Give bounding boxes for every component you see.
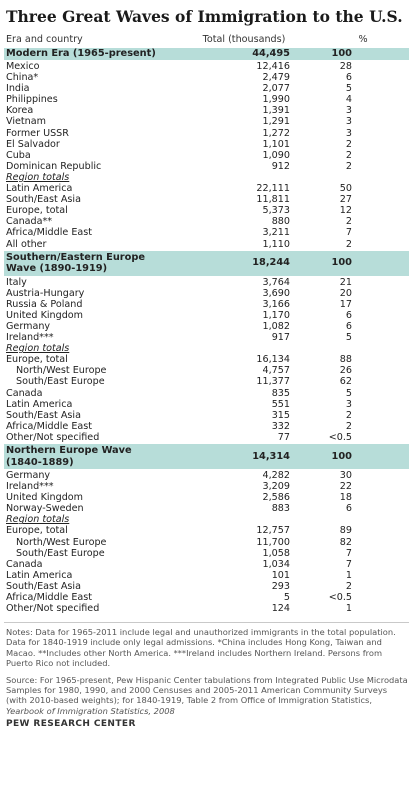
row-pct: 18 bbox=[339, 492, 352, 504]
row-value: 12,757 bbox=[256, 525, 290, 537]
row-label: Europe, total bbox=[6, 205, 68, 217]
era-total: 14,314 bbox=[252, 450, 290, 462]
row-label: Africa/Middle East bbox=[6, 227, 93, 239]
row-label: Africa/Middle East bbox=[6, 420, 93, 432]
table-header bbox=[4, 33, 409, 47]
table-row bbox=[4, 239, 409, 250]
table-row bbox=[4, 503, 409, 514]
header-pct: % bbox=[358, 34, 368, 45]
row-pct: 1 bbox=[345, 603, 352, 615]
table-row bbox=[4, 61, 409, 72]
table-row bbox=[4, 570, 409, 581]
row-pct: 2 bbox=[345, 580, 352, 592]
table-row bbox=[4, 537, 409, 548]
row-label: Ireland*** bbox=[6, 332, 54, 344]
table-row bbox=[4, 277, 409, 288]
table-row bbox=[4, 94, 409, 105]
row-label: Europe, total bbox=[6, 354, 68, 366]
table-row bbox=[4, 365, 409, 376]
source bbox=[4, 675, 409, 716]
header-total: Total (thousands) bbox=[202, 34, 286, 45]
row-pct: 3 bbox=[345, 398, 352, 410]
row-label: Vietnam bbox=[6, 116, 46, 128]
row-pct: 5 bbox=[345, 332, 352, 344]
era-total: 18,244 bbox=[252, 257, 290, 269]
row-pct: 7 bbox=[345, 558, 352, 570]
row-pct: 82 bbox=[339, 536, 352, 548]
row-value: 11,811 bbox=[256, 194, 290, 206]
row-label: Canada bbox=[6, 387, 43, 399]
row-label: Region totals bbox=[6, 514, 70, 526]
era-name: Southern/Eastern Europe Wave (1890-1919) bbox=[6, 251, 146, 275]
row-label: South/East Asia bbox=[6, 580, 81, 592]
row-value: 1,291 bbox=[262, 116, 290, 128]
row-value: 3,764 bbox=[262, 276, 290, 288]
era-name: Modern Era (1965-present) bbox=[6, 48, 156, 59]
era-header bbox=[4, 444, 409, 469]
table-row bbox=[4, 332, 409, 343]
row-label: South/East Europe bbox=[16, 376, 105, 388]
table-row bbox=[4, 492, 409, 503]
row-label: South/East Asia bbox=[6, 194, 81, 206]
row-value bbox=[206, 172, 290, 183]
row-pct: <0.5 bbox=[328, 592, 352, 604]
table-row bbox=[4, 354, 409, 365]
era-total: 44,495 bbox=[252, 48, 290, 59]
region-totals-heading bbox=[4, 172, 409, 183]
row-value: 3,209 bbox=[262, 481, 290, 493]
table-row bbox=[4, 421, 409, 432]
table-row bbox=[4, 432, 409, 443]
table-row bbox=[4, 388, 409, 399]
row-label: Region totals bbox=[6, 343, 70, 355]
table-row bbox=[4, 603, 409, 614]
row-value: 1,391 bbox=[262, 105, 290, 117]
table-row bbox=[4, 139, 409, 150]
row-pct: <0.5 bbox=[328, 431, 352, 443]
era-name: Northern Europe Wave (1840-1889) bbox=[6, 445, 132, 468]
row-pct: 6 bbox=[345, 72, 352, 84]
row-pct: 50 bbox=[339, 183, 352, 195]
row-value: 883 bbox=[271, 503, 290, 515]
row-value: 332 bbox=[271, 420, 290, 432]
table-row bbox=[4, 481, 409, 492]
row-value: 917 bbox=[271, 332, 290, 344]
row-label: El Salvador bbox=[6, 138, 60, 150]
immigration-table bbox=[4, 48, 409, 614]
table-row bbox=[4, 216, 409, 227]
row-label: Ireland*** bbox=[6, 481, 54, 493]
row-pct: 2 bbox=[345, 409, 352, 421]
page-title: Three Great Waves of Immigration to the U.S. bbox=[6, 7, 403, 26]
row-value: 4,757 bbox=[262, 365, 290, 377]
header-era: Era and country bbox=[6, 34, 83, 45]
row-pct: 26 bbox=[339, 365, 352, 377]
era-pct: 100 bbox=[331, 450, 352, 462]
credit: PEW RESEARCH CENTER bbox=[6, 718, 136, 729]
region-totals-heading bbox=[4, 343, 409, 354]
row-label: China* bbox=[6, 72, 39, 84]
row-label: Dominican Republic bbox=[6, 160, 102, 172]
table-row bbox=[4, 105, 409, 116]
table-row bbox=[4, 310, 409, 321]
table-row bbox=[4, 83, 409, 94]
row-label: Italy bbox=[6, 276, 27, 288]
row-label: Canada bbox=[6, 558, 43, 570]
row-pct: 89 bbox=[339, 525, 352, 537]
source-italic: Yearbook of Immigration Statistics, 2008 bbox=[6, 705, 175, 716]
row-pct: 21 bbox=[339, 276, 352, 288]
table-row bbox=[4, 183, 409, 194]
row-value: 551 bbox=[271, 398, 290, 410]
row-label: Other/Not specified bbox=[6, 603, 100, 615]
row-label: Norway-Sweden bbox=[6, 503, 84, 515]
row-pct: 2 bbox=[345, 138, 352, 150]
row-pct: 62 bbox=[339, 376, 352, 388]
row-pct: 6 bbox=[345, 503, 352, 515]
row-value: 1,058 bbox=[262, 547, 290, 559]
row-label: Russia & Poland bbox=[6, 298, 83, 310]
row-value: 1,090 bbox=[262, 149, 290, 161]
row-pct: 5 bbox=[345, 387, 352, 399]
row-value: 835 bbox=[271, 387, 290, 399]
row-value: 1,272 bbox=[262, 127, 290, 139]
row-value: 1,101 bbox=[262, 138, 290, 150]
table-row bbox=[4, 548, 409, 559]
row-value: 101 bbox=[271, 569, 290, 581]
table-row bbox=[4, 128, 409, 139]
row-pct: 5 bbox=[345, 83, 352, 95]
era-pct: 100 bbox=[331, 257, 352, 269]
row-value: 124 bbox=[271, 603, 290, 615]
row-value: 5 bbox=[283, 592, 290, 604]
row-value: 16,134 bbox=[256, 354, 290, 366]
table-row bbox=[4, 205, 409, 216]
row-label: Austria-Hungary bbox=[6, 287, 85, 299]
row-label: Mexico bbox=[6, 61, 40, 72]
row-value: 1,034 bbox=[262, 558, 290, 570]
row-pct: 4 bbox=[345, 94, 352, 106]
row-pct: 28 bbox=[339, 61, 352, 72]
row-pct: 3 bbox=[345, 105, 352, 117]
row-pct bbox=[290, 343, 352, 354]
row-label: All other bbox=[6, 238, 47, 250]
table-row bbox=[4, 194, 409, 205]
row-value: 1,990 bbox=[262, 94, 290, 106]
row-label: Region totals bbox=[6, 171, 70, 183]
row-pct: 3 bbox=[345, 116, 352, 128]
table-row bbox=[4, 399, 409, 410]
row-value: 912 bbox=[271, 160, 290, 172]
row-label: Other/Not specified bbox=[6, 431, 100, 443]
row-value: 4,282 bbox=[262, 470, 290, 481]
row-label: South/East Asia bbox=[6, 409, 81, 421]
row-pct bbox=[290, 172, 352, 183]
row-pct: 3 bbox=[345, 127, 352, 139]
row-label: Germany bbox=[6, 320, 51, 332]
row-value: 3,690 bbox=[262, 287, 290, 299]
row-value: 1,110 bbox=[262, 238, 290, 250]
row-label: Former USSR bbox=[6, 127, 69, 139]
row-pct: 2 bbox=[345, 216, 352, 228]
table-row bbox=[4, 376, 409, 387]
table-row bbox=[4, 116, 409, 127]
row-label: Cuba bbox=[6, 149, 31, 161]
row-value: 2,586 bbox=[262, 492, 290, 504]
row-label: Korea bbox=[6, 105, 34, 117]
row-value: 315 bbox=[271, 409, 290, 421]
table-row bbox=[4, 161, 409, 172]
table-row bbox=[4, 288, 409, 299]
row-label: North/West Europe bbox=[16, 365, 107, 377]
row-pct: 22 bbox=[339, 481, 352, 493]
era-header bbox=[4, 48, 409, 60]
row-label: Latin America bbox=[6, 569, 73, 581]
row-label: North/West Europe bbox=[16, 536, 107, 548]
table-row bbox=[4, 581, 409, 592]
row-pct: 2 bbox=[345, 160, 352, 172]
row-label: Latin America bbox=[6, 183, 73, 195]
row-value bbox=[206, 514, 290, 525]
table-row bbox=[4, 321, 409, 332]
table-row bbox=[4, 299, 409, 310]
row-label: Europe, total bbox=[6, 525, 68, 537]
table-row bbox=[4, 559, 409, 570]
row-pct: 2 bbox=[345, 149, 352, 161]
row-value: 880 bbox=[271, 216, 290, 228]
era-header bbox=[4, 251, 409, 276]
table-row bbox=[4, 72, 409, 83]
row-pct: 27 bbox=[339, 194, 352, 206]
table-row bbox=[4, 470, 409, 481]
table-row bbox=[4, 525, 409, 536]
row-label: South/East Europe bbox=[16, 547, 105, 559]
row-value: 11,700 bbox=[256, 536, 290, 548]
row-pct: 30 bbox=[339, 470, 352, 481]
row-pct: 7 bbox=[345, 227, 352, 239]
row-value: 1,170 bbox=[262, 309, 290, 321]
row-value: 2,077 bbox=[262, 83, 290, 95]
row-pct: 2 bbox=[345, 238, 352, 250]
row-value: 3,166 bbox=[262, 298, 290, 310]
row-label: Africa/Middle East bbox=[6, 592, 93, 604]
table-row bbox=[4, 410, 409, 421]
row-pct: 2 bbox=[345, 420, 352, 432]
row-label: United Kingdom bbox=[6, 309, 84, 321]
row-value: 1,082 bbox=[262, 320, 290, 332]
row-value: 2,479 bbox=[262, 72, 290, 84]
row-pct: 20 bbox=[339, 287, 352, 299]
row-pct: 17 bbox=[339, 298, 352, 310]
row-pct: 88 bbox=[339, 354, 352, 366]
table-row bbox=[4, 150, 409, 161]
row-label: India bbox=[6, 83, 30, 95]
row-label: Latin America bbox=[6, 398, 73, 410]
row-value: 22,111 bbox=[256, 183, 290, 195]
era-pct: 100 bbox=[331, 48, 352, 59]
row-value: 77 bbox=[277, 431, 290, 443]
row-pct: 1 bbox=[345, 569, 352, 581]
row-value: 11,377 bbox=[256, 376, 290, 388]
row-value: 12,416 bbox=[256, 61, 290, 72]
row-value: 3,211 bbox=[262, 227, 290, 239]
source-text: Source: For 1965-present, Pew Hispanic Center tabulations from Integrated Public Use Microdata Samples for 1980, 1990, and 2000 Censuses and 2005-2011 American Community Surveys (with 2010-based weights); for 1840-1919, Table 2 from Office of Immigration Statistics, bbox=[6, 675, 408, 706]
row-pct: 12 bbox=[339, 205, 352, 217]
region-totals-heading bbox=[4, 514, 409, 525]
row-value: 293 bbox=[271, 580, 290, 592]
row-pct: 6 bbox=[345, 320, 352, 332]
row-label: Germany bbox=[6, 470, 51, 481]
row-pct bbox=[290, 514, 352, 525]
table-row bbox=[4, 227, 409, 238]
row-pct: 6 bbox=[345, 309, 352, 321]
row-pct: 7 bbox=[345, 547, 352, 559]
table-row bbox=[4, 592, 409, 603]
row-label: Philippines bbox=[6, 94, 58, 106]
row-value: 5,373 bbox=[262, 205, 290, 217]
row-label: United Kingdom bbox=[6, 492, 84, 504]
row-value bbox=[206, 343, 290, 354]
row-label: Canada** bbox=[6, 216, 53, 228]
notes: Notes: Data for 1965-2011 include legal and unauthorized immigrants in the total population. Data for 1840-1919 include only legal admissions. *China includes Hong Kong, Taiwan and Macao. **Includes other North America. ***Ireland includes Northern Ireland. Persons from Puerto Rico not included. bbox=[4, 622, 409, 668]
